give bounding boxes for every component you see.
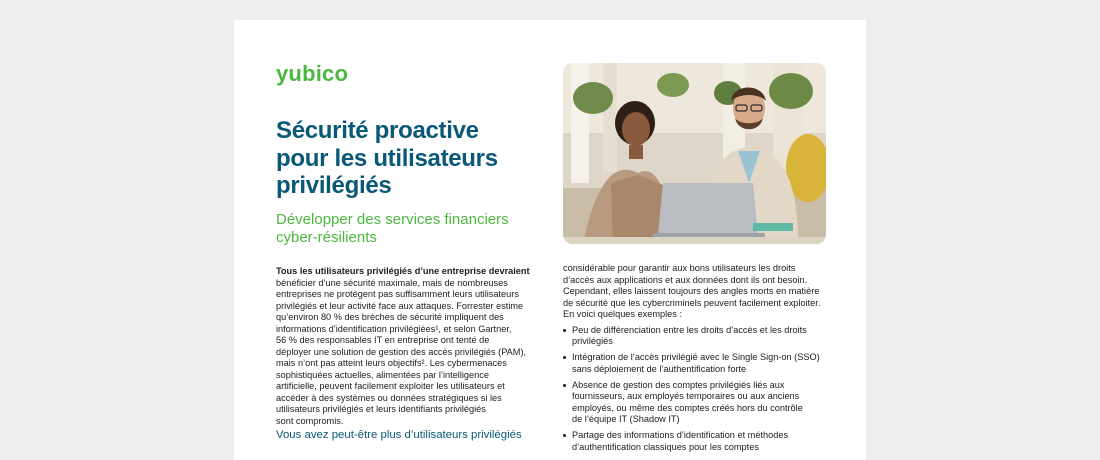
paragraph-line: qu’environ 80 % des brèches de sécurité impliquent des <box>276 312 504 322</box>
list-item-line: Peu de différenciation entre les droits d’accès et les droits <box>572 324 807 335</box>
paragraph-line: déployer une solution de gestion des accès privilégiés (PAM), <box>276 346 527 357</box>
paragraph-line: bénéficier d’une sécurité maximale, mais de nombreuses <box>276 277 508 288</box>
list-item-line: Intégration de l’accès privilégié avec le Single Sign-on (SSO) <box>572 352 820 362</box>
examples-list <box>563 325 843 454</box>
title-line: pour les utilisateurs <box>276 144 498 172</box>
paragraph-line: mais n’ont pas atteint leurs objectifs². Les cybermenaces <box>276 358 507 368</box>
paragraph-line: privilégiés et leur activité face aux attaques. Forrester estime <box>276 300 524 311</box>
paragraph-line: En voici quelques exemples : <box>563 309 682 319</box>
paragraph-line: de sécurité que les cybercriminels peuvent facilement exploiter. <box>563 297 821 308</box>
page-subtitle <box>276 211 566 246</box>
list-item-line: Partage des informations d’identification et méthodes <box>572 430 789 440</box>
title-line: privilégiés <box>276 172 392 199</box>
paragraph-line: sont compromis. <box>276 415 344 426</box>
list-item <box>563 380 843 426</box>
hero-photo <box>563 63 826 244</box>
page-title <box>276 117 566 200</box>
document-page <box>234 20 866 460</box>
subtitle-line: Développer des services financiers <box>276 211 509 228</box>
yubico-logo: yubico <box>276 61 349 86</box>
list-item-line: privilégiés <box>572 336 613 346</box>
office-photo-illustration <box>563 63 826 244</box>
subtitle-line: cyber-résilients <box>276 228 377 246</box>
paragraph-line: Tous les utilisateurs privilégiés d’une entreprise devraient <box>276 266 530 276</box>
list-item-line: fournisseurs, aux employés temporaires ou aux anciens <box>572 391 800 401</box>
paragraph-line: informations d’identification privilégiées¹, et selon Gartner, <box>276 323 512 334</box>
paragraph-line: artificielle, peuvent facilement exploiter les utilisateurs et <box>276 381 505 391</box>
paragraph-line: entreprises ne protègent pas suffisamment leurs utilisateurs <box>276 289 519 299</box>
section-heading: Vous avez peut-être plus d’utilisateurs privilégiés <box>276 429 522 441</box>
paragraph-line: sophistiquées actuelles, alimentées par l’intelligence <box>276 369 489 380</box>
paragraph-line: utilisateurs privilégiés et leurs identifiants privilégiés <box>276 404 486 414</box>
list-item-line: Absence de gestion des comptes privilégiés liés aux <box>572 379 785 390</box>
title-line: Sécurité proactive <box>276 117 479 144</box>
paragraph-line: 56 % des responsables IT en entreprise ont tenté de <box>276 335 490 345</box>
list-item <box>563 325 843 348</box>
paragraph-line: d’accès aux applications et aux données dont ils ont besoin. <box>563 274 808 285</box>
list-item-line: de l’équipe IT (Shadow IT) <box>572 414 680 424</box>
right-column <box>563 263 843 458</box>
list-item-line: employés, ou même des comptes créés hors du contrôle <box>572 402 803 413</box>
list-item-line: d’authentification classiques pour les comptes <box>572 441 759 452</box>
paragraph-line: Cependant, elles laissent toujours des angles morts en matière <box>563 286 820 296</box>
paragraph-line: accéder à des systèmes ou données stratégiques si les <box>276 392 502 403</box>
list-item <box>563 352 843 375</box>
list-item-line: sans déploiement de l’authentification forte <box>572 363 747 374</box>
paragraph-line: considérable pour garantir aux bons utilisateurs les droits <box>563 263 796 273</box>
intro-paragraph <box>276 266 556 427</box>
